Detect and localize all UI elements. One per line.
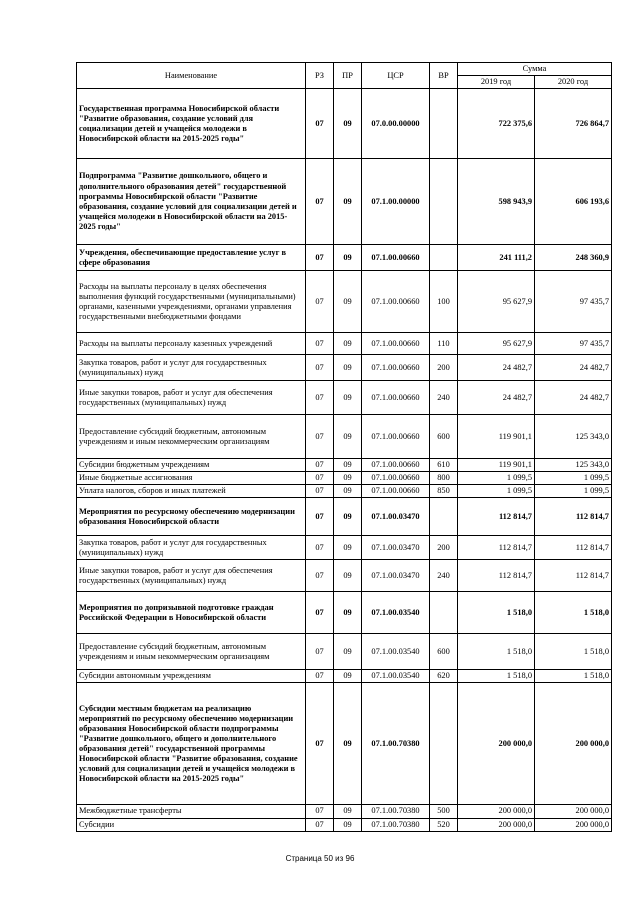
row-name: Мероприятия по допризывной подготовке граждан Российской Федерации в Новосибирской области	[77, 592, 306, 634]
table-row	[77, 670, 612, 683]
row-name: Субсидии бюджетным учреждениям	[77, 459, 306, 472]
row-csr: 07.1.00.03470	[362, 560, 430, 592]
row-pr: 09	[334, 333, 362, 355]
row-pr: 09	[334, 818, 362, 831]
row-name: Подпрограмма "Развитие дошкольного, общего и дополнительного образования детей" государственной программы Новосибирской области "Развитие образования, создание условий для социализации детей и учащейся молодежи в Новосибирской области на 2015-2025 годы"	[77, 159, 306, 245]
row-csr: 07.1.00.00660	[362, 381, 430, 415]
row-csr: 07.1.00.00660	[362, 245, 430, 271]
row-csr: 07.1.00.70380	[362, 683, 430, 805]
row-sum-2019: 598 943,9	[458, 159, 535, 245]
row-rz: 07	[306, 536, 334, 560]
row-csr: 07.1.00.03540	[362, 592, 430, 634]
row-vr	[430, 498, 458, 536]
row-csr: 07.1.00.00660	[362, 415, 430, 459]
row-sum-2019: 200 000,0	[458, 683, 535, 805]
row-sum-2019: 722 375,6	[458, 89, 535, 159]
row-name: Субсидии	[77, 818, 306, 831]
row-sum-2020: 1 518,0	[535, 592, 612, 634]
row-name: Мероприятия по ресурсному обеспечению модернизации образования Новосибирской области	[77, 498, 306, 536]
row-rz: 07	[306, 805, 334, 818]
row-name: Межбюджетные трансферты	[77, 805, 306, 818]
header-name: Наименование	[77, 63, 306, 89]
row-pr: 09	[334, 459, 362, 472]
row-name: Уплата налогов, сборов и иных платежей	[77, 485, 306, 498]
header-pr: ПР	[334, 63, 362, 89]
row-sum-2020: 200 000,0	[535, 818, 612, 831]
table-row	[77, 472, 612, 485]
row-vr: 800	[430, 472, 458, 485]
table-row	[77, 381, 612, 415]
header-year-2020: 2020 год	[535, 76, 612, 89]
row-csr: 07.1.00.03470	[362, 536, 430, 560]
row-sum-2019: 95 627,9	[458, 271, 535, 333]
row-name: Субсидии автономным учреждениям	[77, 670, 306, 683]
row-sum-2019: 1 518,0	[458, 670, 535, 683]
row-pr: 09	[334, 271, 362, 333]
row-name: Иные бюджетные ассигнования	[77, 472, 306, 485]
row-pr: 09	[334, 415, 362, 459]
row-sum-2019: 119 901,1	[458, 459, 535, 472]
row-sum-2020: 200 000,0	[535, 805, 612, 818]
row-sum-2020: 125 343,0	[535, 459, 612, 472]
row-csr: 07.1.00.00660	[362, 459, 430, 472]
table-row	[77, 683, 612, 805]
row-csr: 07.1.00.70380	[362, 818, 430, 831]
row-sum-2019: 112 814,7	[458, 498, 535, 536]
row-rz: 07	[306, 355, 334, 381]
row-vr	[430, 245, 458, 271]
table-row	[77, 159, 612, 245]
table-row	[77, 560, 612, 592]
row-sum-2020: 726 864,7	[535, 89, 612, 159]
row-sum-2019: 1 099,5	[458, 472, 535, 485]
table-row	[77, 634, 612, 670]
table-row	[77, 498, 612, 536]
row-vr: 200	[430, 536, 458, 560]
row-vr: 850	[430, 485, 458, 498]
row-pr: 09	[334, 634, 362, 670]
table-row	[77, 355, 612, 381]
row-vr: 520	[430, 818, 458, 831]
table-row	[77, 536, 612, 560]
row-sum-2020: 1 099,5	[535, 472, 612, 485]
row-csr: 07.1.00.00660	[362, 472, 430, 485]
row-pr: 09	[334, 472, 362, 485]
row-pr: 09	[334, 683, 362, 805]
row-csr: 07.1.00.00000	[362, 159, 430, 245]
row-sum-2020: 606 193,6	[535, 159, 612, 245]
row-name: Учреждения, обеспечивающие предоставление услуг в сфере образования	[77, 245, 306, 271]
row-sum-2020: 97 435,7	[535, 333, 612, 355]
table-row	[77, 415, 612, 459]
row-name: Предоставление субсидий бюджетным, автономным учреждениям и иным некоммерческим организациям	[77, 415, 306, 459]
table-body	[77, 89, 612, 831]
row-name: Иные закупки товаров, работ и услуг для обеспечения государственных (муниципальных) нужд	[77, 381, 306, 415]
table-row	[77, 805, 612, 818]
row-rz: 07	[306, 592, 334, 634]
row-pr: 09	[334, 560, 362, 592]
row-name: Государственная программа Новосибирской области "Развитие образования, создание условий для социализации детей и учащейся молодежи в Новосибирской области на 2015-2025 годы"	[77, 89, 306, 159]
table-row	[77, 818, 612, 831]
row-sum-2019: 1 518,0	[458, 634, 535, 670]
row-sum-2020: 248 360,9	[535, 245, 612, 271]
table-row	[77, 485, 612, 498]
row-name: Субсидии местным бюджетам на реализацию мероприятий по ресурсному обеспечению модернизации образования Новосибирской области подпрограммы "Развитие дошкольного, общего и дополнительного образования детей" государственной программы Новосибирской области "Развитие образования, создание условий для социализации детей и учащейся молодежи в Новосибирской области на 2015-2025 годы"	[77, 683, 306, 805]
row-sum-2019: 200 000,0	[458, 805, 535, 818]
row-rz: 07	[306, 472, 334, 485]
row-sum-2020: 112 814,7	[535, 560, 612, 592]
row-sum-2019: 95 627,9	[458, 333, 535, 355]
row-pr: 09	[334, 670, 362, 683]
row-sum-2019: 24 482,7	[458, 381, 535, 415]
row-sum-2019: 1 518,0	[458, 592, 535, 634]
row-vr: 500	[430, 805, 458, 818]
row-pr: 09	[334, 159, 362, 245]
row-csr: 07.0.00.00000	[362, 89, 430, 159]
table-row	[77, 459, 612, 472]
row-vr: 600	[430, 415, 458, 459]
page-number: Страница 50 из 96	[285, 854, 355, 863]
row-pr: 09	[334, 805, 362, 818]
header-rz: РЗ	[306, 63, 334, 89]
row-sum-2020: 97 435,7	[535, 271, 612, 333]
row-sum-2020: 24 482,7	[535, 355, 612, 381]
row-rz: 07	[306, 415, 334, 459]
table-row	[77, 245, 612, 271]
row-sum-2019: 200 000,0	[458, 818, 535, 831]
row-pr: 09	[334, 592, 362, 634]
row-vr: 610	[430, 459, 458, 472]
table-row	[77, 592, 612, 634]
row-sum-2020: 112 814,7	[535, 498, 612, 536]
row-rz: 07	[306, 381, 334, 415]
row-rz: 07	[306, 485, 334, 498]
row-vr: 620	[430, 670, 458, 683]
header-year-2019: 2019 год	[458, 76, 535, 89]
row-sum-2019: 119 901,1	[458, 415, 535, 459]
row-rz: 07	[306, 670, 334, 683]
row-vr: 100	[430, 271, 458, 333]
row-rz: 07	[306, 271, 334, 333]
row-vr: 240	[430, 560, 458, 592]
row-rz: 07	[306, 245, 334, 271]
row-vr	[430, 592, 458, 634]
row-rz: 07	[306, 560, 334, 592]
row-sum-2019: 24 482,7	[458, 355, 535, 381]
row-sum-2020: 125 343,0	[535, 415, 612, 459]
table-row	[77, 89, 612, 159]
row-sum-2020: 1 099,5	[535, 485, 612, 498]
row-rz: 07	[306, 683, 334, 805]
row-vr: 200	[430, 355, 458, 381]
row-sum-2019: 1 099,5	[458, 485, 535, 498]
row-name: Закупка товаров, работ и услуг для государственных (муниципальных) нужд	[77, 355, 306, 381]
row-sum-2019: 241 111,2	[458, 245, 535, 271]
row-sum-2020: 112 814,7	[535, 536, 612, 560]
row-vr: 240	[430, 381, 458, 415]
row-sum-2019: 112 814,7	[458, 536, 535, 560]
row-rz: 07	[306, 634, 334, 670]
row-sum-2020: 24 482,7	[535, 381, 612, 415]
row-rz: 07	[306, 89, 334, 159]
row-rz: 07	[306, 818, 334, 831]
row-vr	[430, 683, 458, 805]
row-pr: 09	[334, 245, 362, 271]
row-vr	[430, 89, 458, 159]
row-csr: 07.1.00.70380	[362, 805, 430, 818]
row-vr: 600	[430, 634, 458, 670]
row-name: Предоставление субсидий бюджетным, автономным учреждениям и иным некоммерческим организациям	[77, 634, 306, 670]
row-pr: 09	[334, 536, 362, 560]
header-csr: ЦСР	[362, 63, 430, 89]
row-name: Расходы на выплаты персоналу в целях обеспечения выполнения функций государственными (муниципальными) органами, казенными учреждениями, органами управления государственными внебюджетными фондами	[77, 271, 306, 333]
row-csr: 07.1.00.03540	[362, 670, 430, 683]
row-csr: 07.1.00.00660	[362, 271, 430, 333]
row-vr	[430, 159, 458, 245]
row-name: Закупка товаров, работ и услуг для государственных (муниципальных) нужд	[77, 536, 306, 560]
row-sum-2020: 1 518,0	[535, 670, 612, 683]
table-row	[77, 333, 612, 355]
row-name: Иные закупки товаров, работ и услуг для обеспечения государственных (муниципальных) нужд	[77, 560, 306, 592]
row-pr: 09	[334, 381, 362, 415]
row-rz: 07	[306, 498, 334, 536]
row-sum-2020: 1 518,0	[535, 634, 612, 670]
row-pr: 09	[334, 89, 362, 159]
row-name: Расходы на выплаты персоналу казенных учреждений	[77, 333, 306, 355]
row-rz: 07	[306, 333, 334, 355]
row-pr: 09	[334, 485, 362, 498]
row-csr: 07.1.00.00660	[362, 485, 430, 498]
row-vr: 110	[430, 333, 458, 355]
row-csr: 07.1.00.00660	[362, 355, 430, 381]
table-row	[77, 271, 612, 333]
row-rz: 07	[306, 459, 334, 472]
row-csr: 07.1.00.03470	[362, 498, 430, 536]
row-csr: 07.1.00.03540	[362, 634, 430, 670]
row-pr: 09	[334, 498, 362, 536]
row-pr: 09	[334, 355, 362, 381]
header-vr: ВР	[430, 63, 458, 89]
header-sum: Сумма	[458, 63, 612, 76]
row-sum-2019: 112 814,7	[458, 560, 535, 592]
row-rz: 07	[306, 159, 334, 245]
row-csr: 07.1.00.00660	[362, 333, 430, 355]
budget-table	[76, 62, 612, 832]
row-sum-2020: 200 000,0	[535, 683, 612, 805]
